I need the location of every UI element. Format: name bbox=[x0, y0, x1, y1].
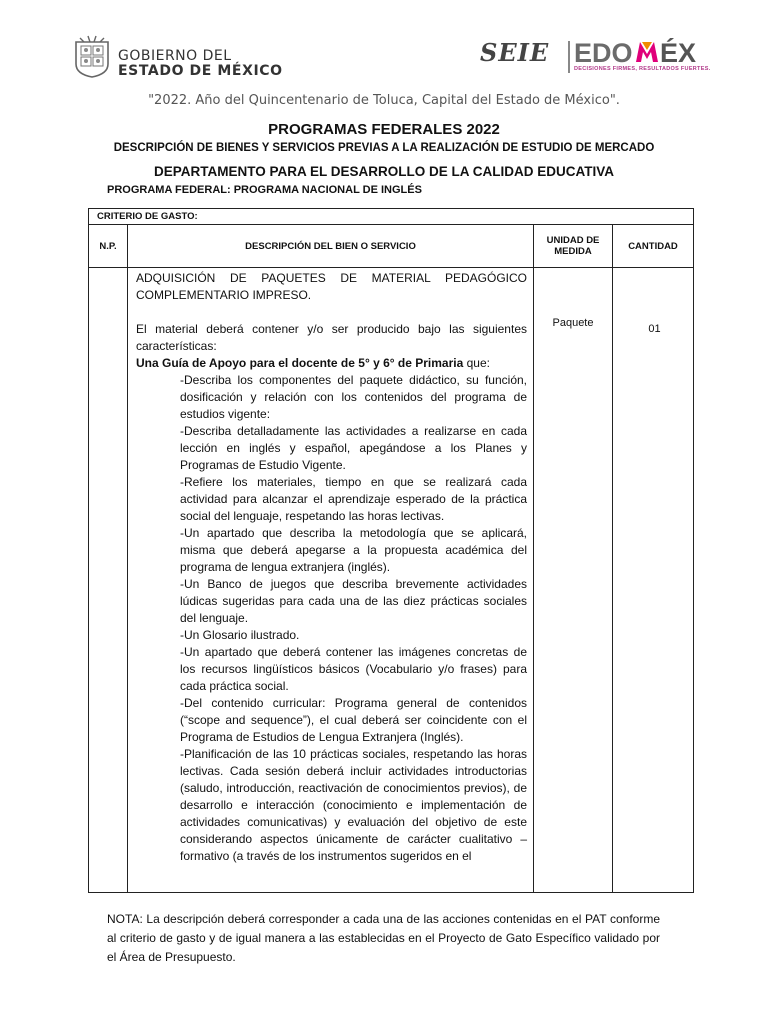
logo-divider bbox=[568, 41, 570, 73]
header-np: N.P. bbox=[99, 240, 117, 252]
edomex-tagline: DECISIONES FIRMES, RESULTADOS FUERTES. bbox=[574, 66, 711, 72]
requirement-item: -Planificación de las 10 prácticas sociales, respetando las horas lectivas. Cada sesión deberá incluir actividades introductorias (saludo, introducción, reactivación de conocimientos previos), de desarrollo e interacción (conocimiento e implementación de actividades comunicativas) y evaluación del objetivo de este considerando aspectos únicamente de carácter cualitativo – formativo (a través de los instrumentos sugeridos en el bbox=[180, 747, 527, 863]
requirement-item: -Un Banco de juegos que describa brevemente actividades lúdicas sugeridas para cada una de las diez prácticas sociales del lenguaje. bbox=[180, 577, 527, 625]
unit-value: Paquete bbox=[552, 317, 594, 329]
description-cell bbox=[136, 270, 527, 865]
document-subtitle: DESCRIPCIÓN DE BIENES Y SERVICIOS PREVIAS A LA REALIZACIÓN DE ESTUDIO DE MERCADO bbox=[113, 142, 655, 154]
table-divider bbox=[89, 267, 693, 268]
requirement-item: -Del contenido curricular: Programa general de contenidos (“scope and sequence”), el cual deberá ser coincidente con el Programa de Estudios de Lengua Extranjera (Inglés). bbox=[180, 696, 527, 744]
criterio-label: CRITERIO DE GASTO: bbox=[97, 211, 198, 222]
table-divider bbox=[533, 224, 534, 892]
guide-heading bbox=[136, 355, 527, 372]
item-title: ADQUISICIÓN DE PAQUETES DE MATERIAL PEDAGÓGICO COMPLEMENTARIO IMPRESO. bbox=[136, 271, 527, 302]
header-description: DESCRIPCIÓN DEL BIEN O SERVICIO bbox=[245, 240, 416, 252]
government-name-line1: GOBIERNO DEL bbox=[118, 48, 232, 64]
goods-description-table bbox=[88, 208, 694, 893]
requirement-item: -Un apartado que deberá contener las imágenes concretas de los recursos lingüísticos básicos (Vocabulario y/o frases) para cada práctica social. bbox=[180, 645, 527, 693]
requirement-item: -Describa detalladamente las actividades a realizarse en cada lección en inglés y español, apegándose a los Planes y Programas de Estudio Vigente. bbox=[180, 424, 527, 472]
edomex-logo bbox=[574, 38, 722, 78]
document-title: PROGRAMAS FEDERALES 2022 bbox=[268, 121, 500, 138]
header-quantity: CANTIDAD bbox=[628, 240, 678, 252]
year-motto: "2022. Año del Quincentenario de Toluca, Capital del Estado de México". bbox=[148, 93, 620, 108]
document-header bbox=[0, 0, 768, 90]
svg-text:EDO: EDO bbox=[574, 38, 633, 68]
table-divider bbox=[612, 224, 613, 892]
footnote: NOTA: La descripción deberá corresponder a cada una de las acciones contenidas en el PAT conforme al criterio de gasto y de igual manera a las establecidas en el Proyecto de Gato Específico validado por el Área de Presupuesto. bbox=[107, 912, 660, 964]
table-divider bbox=[127, 224, 128, 892]
item-intro: El material deberá contener y/o ser producido bajo las siguientes características: bbox=[136, 322, 527, 353]
seie-logo: SEIE bbox=[480, 38, 550, 67]
government-name-line2: ESTADO DE MÉXICO bbox=[118, 63, 283, 79]
requirement-item: -Un apartado que describa la metodología que se aplicará, misma que deberá apegarse a la propuesta académica del programa de lengua extranjera (inglés). bbox=[180, 526, 527, 574]
svg-text:ÉX: ÉX bbox=[660, 38, 697, 68]
program-name: PROGRAMA FEDERAL: PROGRAMA NACIONAL DE INGLÉS bbox=[107, 184, 422, 196]
header-unit: UNIDAD DE MEDIDA bbox=[546, 235, 600, 257]
guide-heading-rest: que: bbox=[463, 356, 490, 370]
requirement-item: -Refiere los materiales, tiempo en que se realizará cada actividad para alcanzar el aprendizaje esperado de la práctica social del lenguaje, respetando las horas lectivas. bbox=[180, 475, 527, 523]
guide-heading-bold: Una Guía de Apoyo para el docente de 5° y 6° de Primaria bbox=[136, 356, 464, 370]
requirement-item: -Describa los componentes del paquete didáctico, su función, dosificación y relación con los contenidos del programa de estudios vigente: bbox=[180, 373, 527, 421]
state-seal-icon bbox=[72, 34, 112, 78]
department-name: DEPARTAMENTO PARA EL DESARROLLO DE LA CALIDAD EDUCATIVA bbox=[153, 164, 614, 179]
requirement-item: -Un Glosario ilustrado. bbox=[180, 628, 300, 642]
quantity-value: 01 bbox=[648, 323, 661, 335]
